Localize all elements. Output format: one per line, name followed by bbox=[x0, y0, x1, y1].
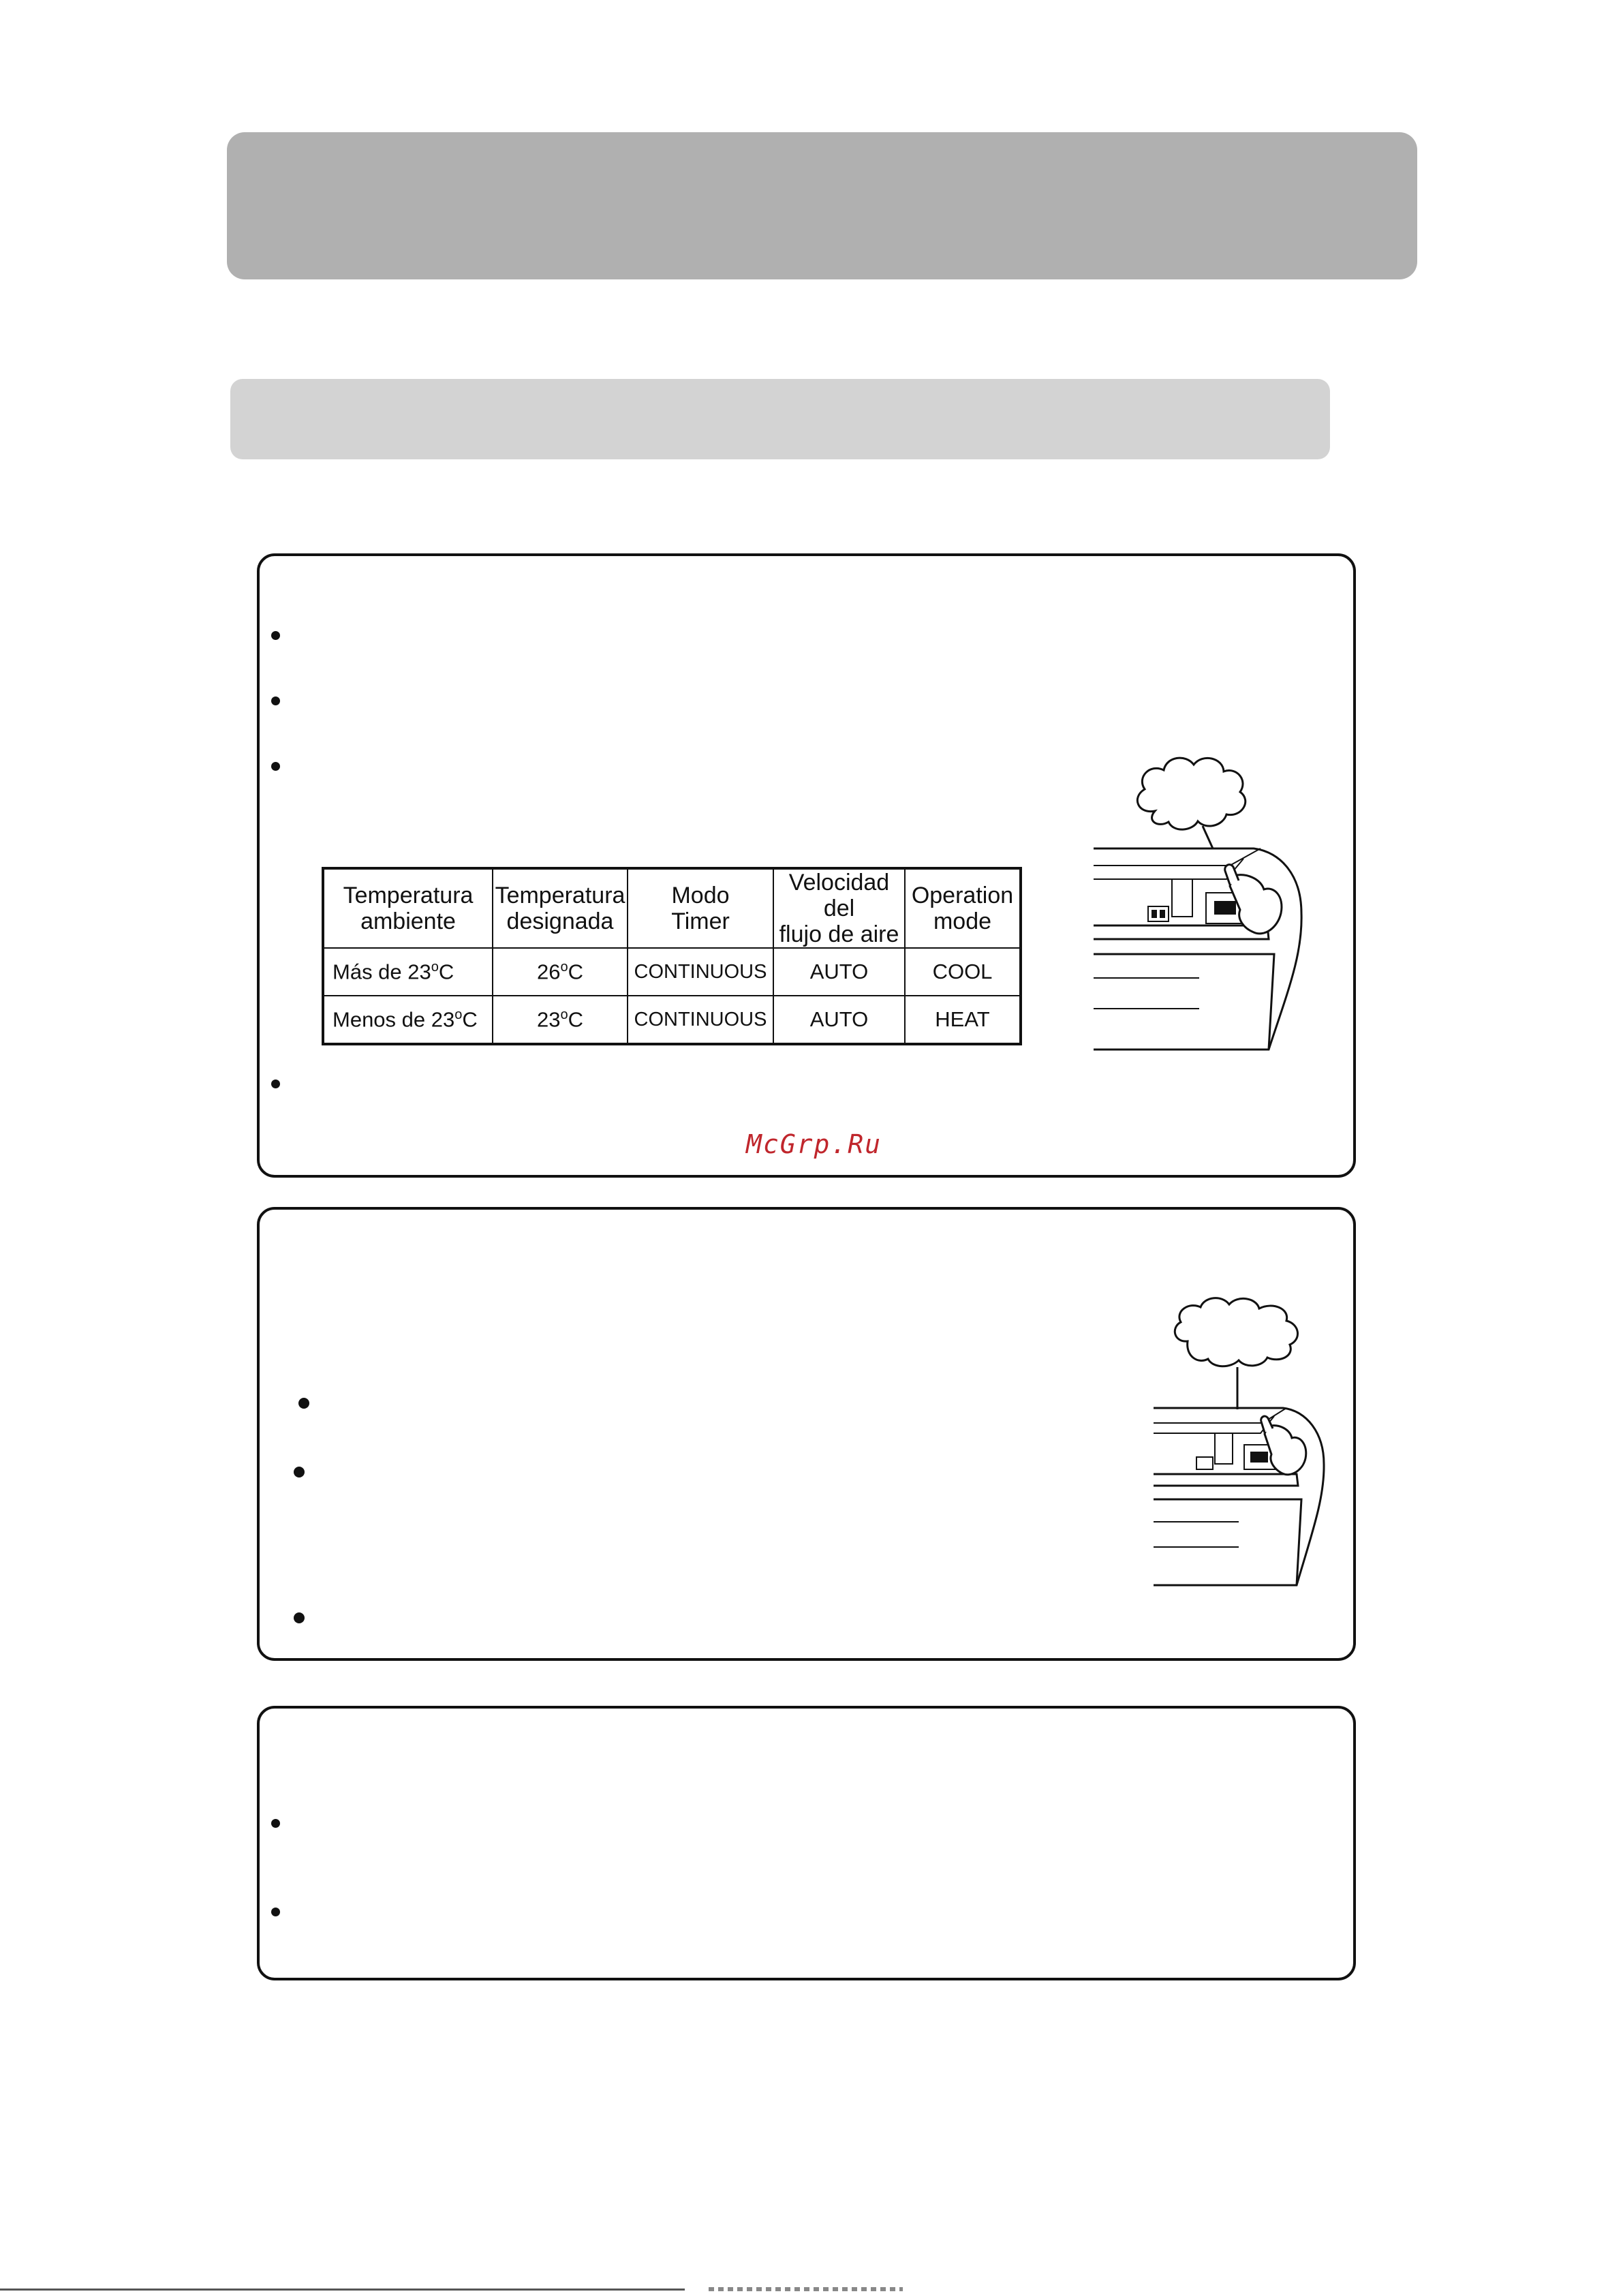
indoor-unit-illustration bbox=[1090, 750, 1315, 1056]
bullet bbox=[298, 1398, 309, 1409]
cell-set-temp: 23$^o$C bbox=[493, 996, 628, 1044]
cell-mode: COOL bbox=[905, 948, 1021, 996]
table-row bbox=[323, 996, 1021, 1044]
bullet bbox=[271, 1080, 280, 1088]
header-operation-mode: Operation mode bbox=[905, 868, 1021, 948]
section-bar bbox=[230, 379, 1330, 459]
bullet bbox=[271, 1819, 280, 1828]
cell-fan: AUTO bbox=[773, 948, 905, 996]
speech-bubble-icon bbox=[1137, 758, 1245, 829]
cell-ambient-temp: Más de 23$^o$C bbox=[323, 948, 493, 996]
cell-ambient-temp: Menos de 23$^o$C bbox=[323, 996, 493, 1044]
footer-rule bbox=[0, 2289, 685, 2291]
bullet bbox=[271, 631, 280, 640]
header-set-temp: Temperatura designada bbox=[493, 868, 628, 948]
bullet bbox=[271, 1908, 280, 1916]
hand-icon bbox=[1265, 1426, 1306, 1475]
cell-timer: CONTINUOUS bbox=[628, 948, 773, 996]
cell-mode: HEAT bbox=[905, 996, 1021, 1044]
header-bar bbox=[227, 132, 1417, 279]
auto-mode-table bbox=[322, 867, 1022, 1045]
header-timer-mode: Modo Timer bbox=[628, 868, 773, 948]
indoor-unit-illustration bbox=[1150, 1294, 1334, 1590]
cell-fan: AUTO bbox=[773, 996, 905, 1044]
panel-notes bbox=[257, 1706, 1356, 1980]
bullet bbox=[271, 762, 280, 771]
bullet bbox=[294, 1612, 305, 1623]
bullet bbox=[271, 697, 280, 705]
speech-bubble-icon bbox=[1175, 1298, 1297, 1366]
footer-mark bbox=[709, 2287, 903, 2291]
header-ambient-temp: Temperatura ambiente bbox=[323, 868, 493, 948]
table-row bbox=[323, 948, 1021, 996]
header-fan-speed: Velocidad del flujo de aire bbox=[773, 868, 905, 948]
cell-set-temp: 26$^o$C bbox=[493, 948, 628, 996]
cell-timer: CONTINUOUS bbox=[628, 996, 773, 1044]
table-header-row bbox=[323, 868, 1021, 948]
watermark: McGrp.Ru bbox=[746, 1129, 882, 1159]
bullet bbox=[294, 1467, 305, 1478]
